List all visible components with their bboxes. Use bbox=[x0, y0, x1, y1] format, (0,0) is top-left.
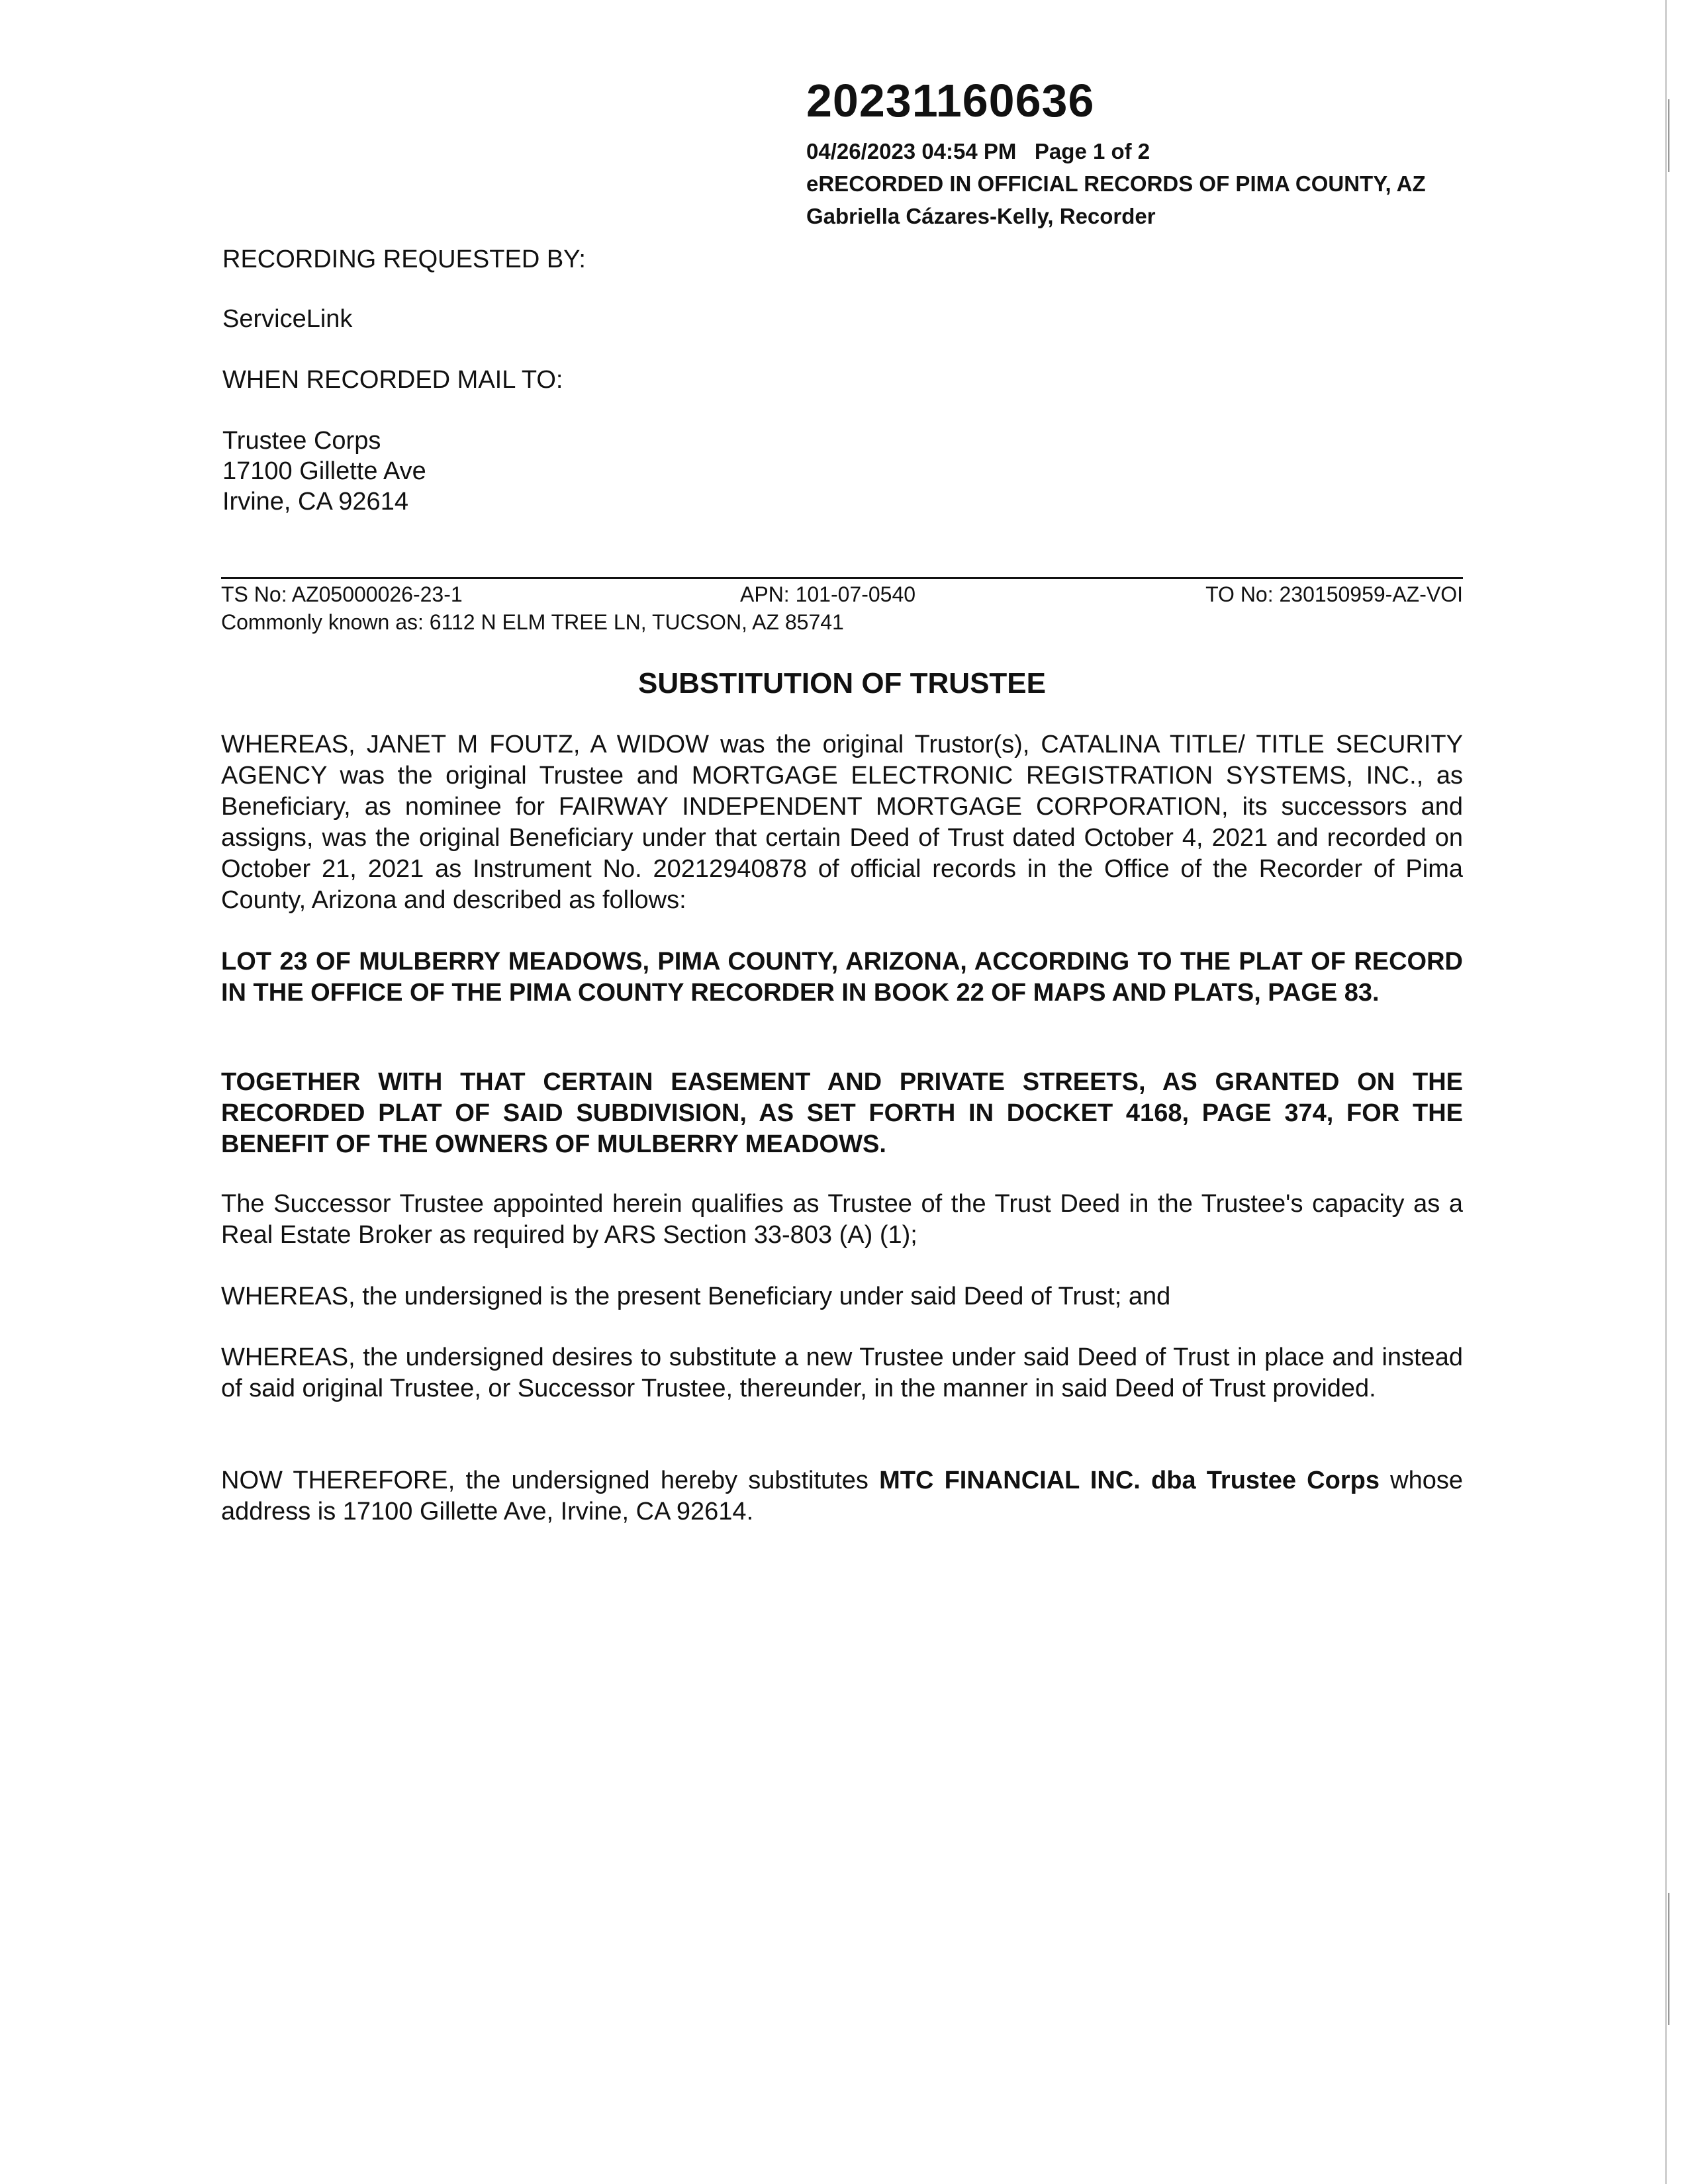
recorded-datetime: 04/26/2023 04:54 PM bbox=[806, 139, 1017, 163]
now-therefore-suffix: whose address is 17100 Gillette Ave, Irvine, CA 92614. bbox=[221, 1467, 1464, 1525]
document-title: SUBSTITUTION OF TRUSTEE bbox=[638, 667, 1046, 700]
document-number: 20231160636 bbox=[806, 75, 1095, 126]
new-trustee-name: MTC FINANCIAL INC. dba Trustee Corps bbox=[879, 1467, 1380, 1494]
paragraph-whereas-present: WHEREAS, the undersigned is the present Beneficiary under said Deed of Trust; and bbox=[221, 1283, 1171, 1310]
recording-requested-label: RECORDING REQUESTED BY: bbox=[222, 246, 586, 273]
mail-to-line: 17100 Gillette Ave bbox=[222, 457, 426, 485]
paragraph-whereas-original: WHEREAS, JANET M FOUTZ, A WIDOW was the original Trustor(s), CATALINA TITLE/ TITLE SECURITY AGENCY was the original Trustee and MORTGAGE ELECTRONIC REGISTRATION SYSTEMS, INC., as Beneficiary, as nominee for FAIRWAY INDEPENDENT MORTGAGE CORPORATION, its successors and assigns, was the original Beneficiary under that certain Deed of Trust dated October 4, 2021 and recorded on October 21, 2021 as Instrument No. 20212940878 of official records in the Office of the Recorder of Pima County, Arizona and described as follows: bbox=[221, 731, 1463, 914]
paragraph-whereas-desires: WHEREAS, the undersigned desires to substitute a new Trustee under said Deed of Trust in place and instead of said original Trustee, or Successor Trustee, thereunder, in the manner in said Deed of Trust provided. bbox=[221, 1343, 1463, 1402]
recorder-name: Gabriella Cázares-Kelly, Recorder bbox=[806, 204, 1156, 228]
now-therefore-prefix: NOW THEREFORE, the undersigned hereby substitutes bbox=[221, 1467, 880, 1494]
paragraph-legal-description: LOT 23 OF MULBERRY MEADOWS, PIMA COUNTY, ARIZONA, ACCORDING TO THE PLAT OF RECORD IN THE OFFICE OF THE PIMA COUNTY RECORDER IN BOOK 22 OF MAPS AND PLATS, PAGE 83. bbox=[221, 948, 1463, 1007]
reference-divider bbox=[221, 577, 1463, 579]
page-info: Page 1 of 2 bbox=[1034, 139, 1150, 163]
recorded-in: eRECORDED IN OFFICIAL RECORDS OF PIMA COUNTY, AZ bbox=[806, 171, 1426, 196]
mail-to-label: WHEN RECORDED MAIL TO: bbox=[222, 366, 563, 394]
to-number: TO No: 230150959-AZ-VOI bbox=[1205, 582, 1463, 606]
scan-mark bbox=[1668, 1893, 1669, 2025]
mail-to-line: Trustee Corps bbox=[222, 427, 381, 455]
ts-number: TS No: AZ05000026-23-1 bbox=[221, 582, 463, 606]
scan-edge bbox=[1665, 0, 1667, 2184]
mail-to-line: Irvine, CA 92614 bbox=[222, 488, 408, 516]
paragraph-easement: TOGETHER WITH THAT CERTAIN EASEMENT AND PRIVATE STREETS, AS GRANTED ON THE RECORDED PLAT OF SAID SUBDIVISION, AS SET FORTH IN DOCKET 4168, PAGE 374, FOR THE BENEFIT OF THE OWNERS OF MULBERRY MEADOWS. bbox=[221, 1068, 1463, 1158]
scan-mark bbox=[1668, 99, 1669, 172]
paragraph-now-therefore bbox=[221, 1465, 1463, 1527]
paragraph-successor-qualifies: The Successor Trustee appointed herein qualifies as Trustee of the Trust Deed in the Trustee's capacity as a Real Estate Broker as required by ARS Section 33-803 (A) (1); bbox=[221, 1190, 1463, 1249]
recorded-datetime-line bbox=[806, 139, 1150, 164]
recording-requested-name: ServiceLink bbox=[222, 305, 353, 333]
commonly-known-as: Commonly known as: 6112 N ELM TREE LN, TUCSON, AZ 85741 bbox=[221, 610, 844, 634]
apn-number: APN: 101-07-0540 bbox=[740, 582, 916, 606]
